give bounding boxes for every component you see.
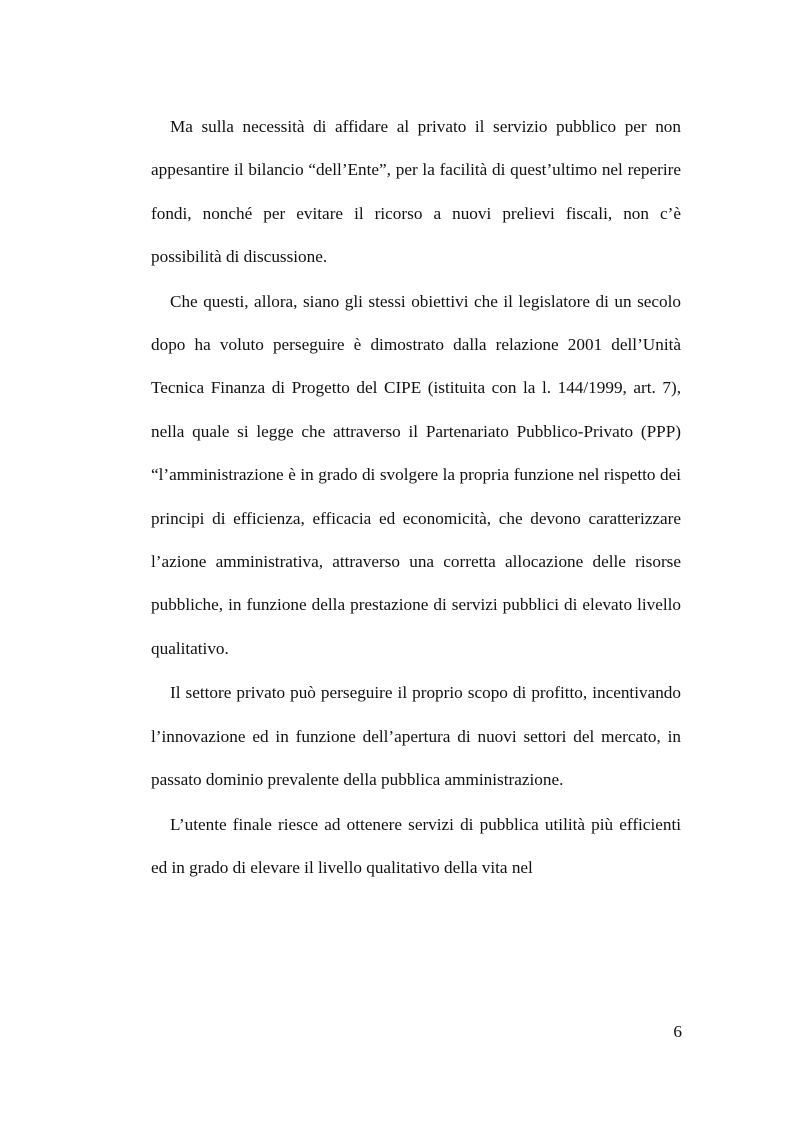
paragraph-2: Che questi, allora, siano gli stessi obiettivi che il legislatore di un secolo dopo ha voluto perseguire è dimostrato dalla relazione 2001 dell’Unità Tecnica Finanza di Progetto del CIPE (istituita con la l. 144/1999, art. 7), nella quale si legge che attraverso il Partenariato Pubblico-Privato (PPP) “l’amministrazione è in grado di svolgere la propria funzione nel rispetto dei principi di efficienza, efficacia ed economicità, che devono caratterizzare l’azione amministrativa, attraverso una corretta allocazione delle risorse pubbliche, in funzione della prestazione di servizi pubblici di elevato livello qualitativo. xyxy=(151,291,681,658)
page-number: 6 xyxy=(673,1022,682,1041)
document-body xyxy=(151,105,681,890)
paragraph-3: Il settore privato può perseguire il proprio scopo di profitto, incentivando l’innovazione ed in funzione dell’apertura di nuovi settori del mercato, in passato dominio prevalente della pubblica amministrazione. xyxy=(151,683,681,790)
paragraph-1: Ma sulla necessità di affidare al privato il servizio pubblico per non appesantire il bilancio “dell’Ente”, per la facilità di quest’ultimo nel reperire fondi, nonché per evitare il ricorso a nuovi prelievi fiscali, non c’è possibilità di discussione. xyxy=(151,117,681,267)
paragraph-4: L’utente finale riesce ad ottenere servizi di pubblica utilità più efficienti ed in grado di elevare il livello qualitativo della vita nel xyxy=(151,814,681,877)
